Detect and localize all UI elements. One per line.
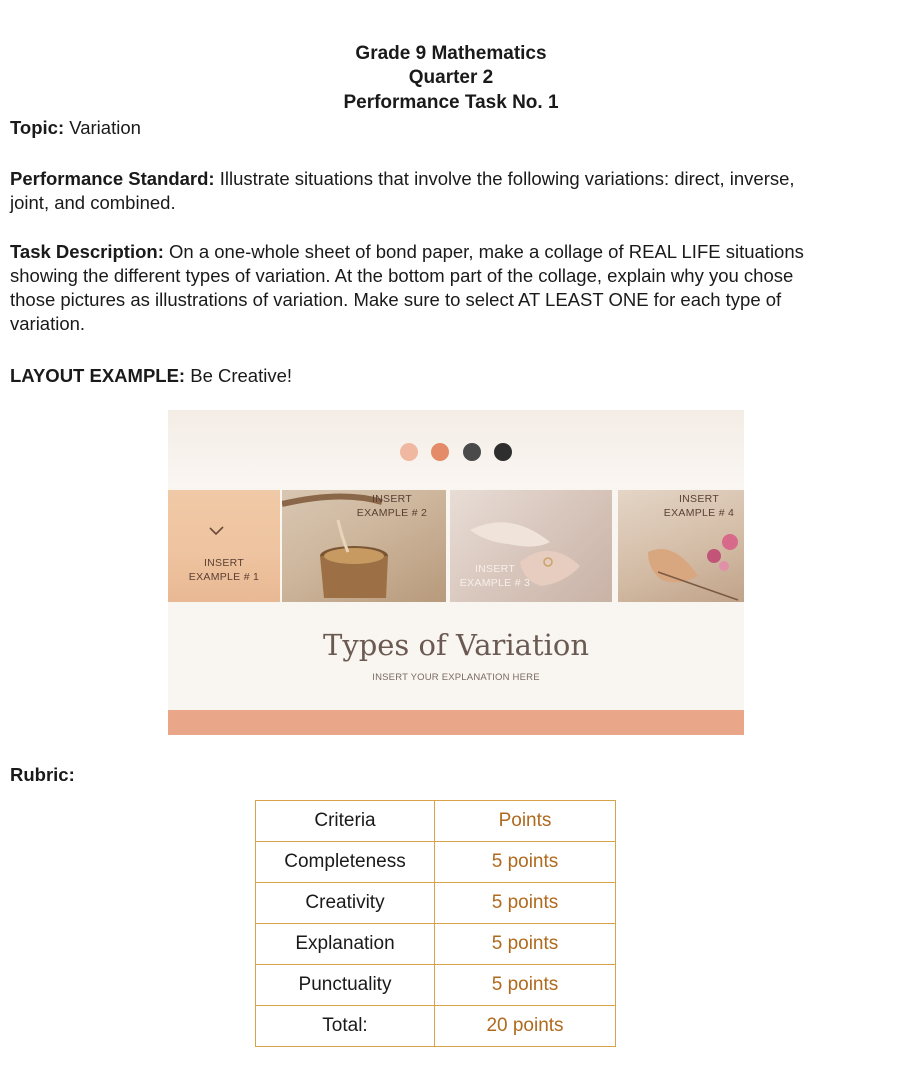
criteria-cell: Completeness [256, 842, 435, 883]
task-description-line2: showing the different types of variation. At the bottom part of the collage, explain why you chose [10, 265, 794, 286]
doc-title-quarter: Quarter 2 [408, 67, 494, 88]
decorative-dot [431, 443, 449, 461]
example-3-label [452, 562, 538, 590]
topic-value: Variation [69, 117, 141, 138]
topic-line [10, 116, 898, 140]
table-row [256, 842, 616, 883]
layout-example-label: LAYOUT EXAMPLE: [10, 365, 186, 386]
points-cell: 5 points [435, 965, 616, 1006]
example-2-label [342, 492, 442, 520]
example-4-label-line1: INSERT [678, 493, 720, 505]
example-1-label-line2: EXAMPLE # 1 [188, 571, 260, 583]
collage-subtitle: INSERT YOUR EXPLANATION HERE [372, 672, 540, 683]
points-cell: 5 points [435, 842, 616, 883]
example-3-label-line1: INSERT [474, 563, 516, 575]
criteria-cell: Punctuality [256, 965, 435, 1006]
points-cell: 5 points [435, 883, 616, 924]
example-4-label-line2: EXAMPLE # 4 [663, 507, 735, 519]
decorative-dot [494, 443, 512, 461]
example-photo-1 [168, 490, 280, 602]
decorative-dot [463, 443, 481, 461]
example-2-label-line2: EXAMPLE # 2 [356, 507, 428, 519]
total-label-cell: Total: [256, 1006, 435, 1047]
doc-title-task: Performance Task No. 1 [343, 92, 559, 113]
task-description-line4: variation. [10, 313, 86, 334]
layout-example-line [10, 364, 898, 388]
collage-title: Types of Variation [322, 628, 590, 662]
example-3-label-line2: EXAMPLE # 3 [459, 577, 531, 589]
example-1-label [168, 556, 280, 584]
collage-top-band [168, 410, 744, 488]
example-photo-2 [282, 490, 446, 602]
bird-icon [168, 490, 280, 602]
performance-standard-line2: joint, and combined. [10, 192, 176, 213]
table-row [256, 883, 616, 924]
rubric-header-row [256, 801, 616, 842]
layout-example-value: Be Creative! [190, 365, 293, 386]
rubric-total-row [256, 1006, 616, 1047]
topic-label: Topic: [10, 117, 65, 138]
criteria-cell: Explanation [256, 924, 435, 965]
task-description-line3: those pictures as illustrations of variation. Make sure to select AT LEAST ONE for each type of [10, 289, 782, 310]
rubric-table [255, 800, 616, 1047]
example-2-label-line1: INSERT [371, 493, 413, 505]
rubric-header-criteria: Criteria [256, 801, 435, 842]
task-description-label: Task Description: [10, 241, 164, 262]
example-1-label-line1: INSERT [203, 557, 245, 569]
example-4-label [654, 492, 744, 520]
criteria-cell: Creativity [256, 883, 435, 924]
rubric-header-points: Points [435, 801, 616, 842]
table-row [256, 924, 616, 965]
example-photo-4 [618, 490, 744, 602]
performance-standard [10, 167, 898, 215]
task-description-line1: On a one-whole sheet of bond paper, make a collage of REAL LIFE situations [169, 241, 804, 262]
doc-title-grade: Grade 9 Mathematics [355, 43, 547, 64]
rubric-label: Rubric: [10, 764, 75, 785]
task-description [10, 240, 898, 336]
performance-standard-line1: Illustrate situations that involve the following variations: direct, inverse, [219, 168, 795, 189]
example-photo-3 [450, 490, 612, 602]
total-points-cell: 20 points [435, 1006, 616, 1047]
collage-bottom-bar [168, 710, 744, 735]
points-cell: 5 points [435, 924, 616, 965]
collage-layout-example [168, 410, 744, 735]
performance-standard-label: Performance Standard: [10, 168, 215, 189]
decorative-dot [400, 443, 418, 461]
table-row [256, 965, 616, 1006]
